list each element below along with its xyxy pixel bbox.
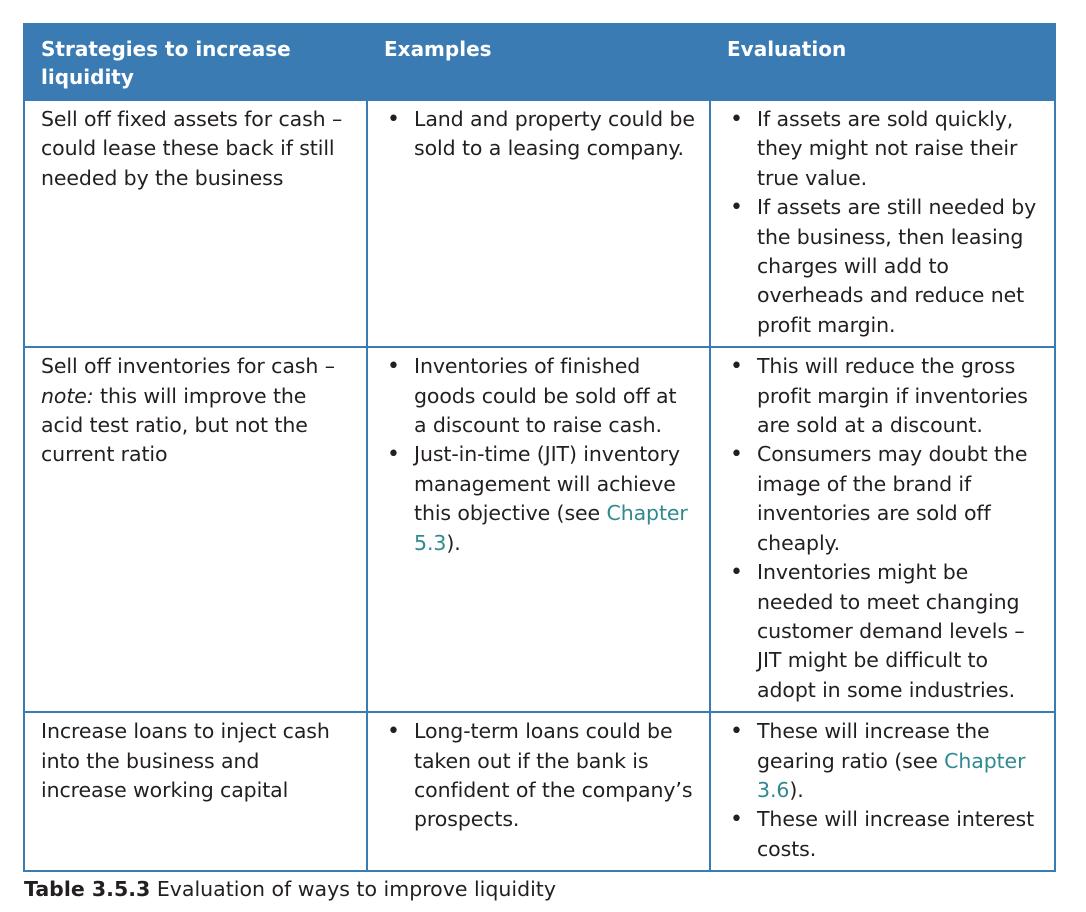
caption-text: Evaluation of ways to improve liquidity	[150, 877, 556, 901]
strategy-note: note:	[41, 383, 94, 408]
gearing-text: These will increase the gearing ratio (see	[757, 719, 990, 773]
table-header-row	[24, 24, 1055, 100]
evaluation-list	[727, 105, 1040, 340]
jit-text-end: ).	[446, 530, 461, 555]
chapter-5-3-link[interactable]: Chapter 5.3	[414, 501, 688, 555]
strategy-text: Sell off inventories for cash –	[41, 354, 335, 379]
table-row	[24, 347, 1055, 712]
list-item: • Inventories of finished goods could be sold off at a discount to raise cash.	[384, 352, 695, 440]
strategy-cell	[24, 100, 367, 347]
list-item: • If assets are sold quickly, they might not raise their true value.	[727, 105, 1040, 193]
chapter-3-6-link[interactable]: Chapter 3.6	[757, 748, 1026, 802]
list-item: • Inventories might be needed to meet changing customer demand levels – JIT might be difficult to adopt in some industries.	[727, 558, 1040, 705]
strategy-text: Sell off fixed assets for cash – could lease these back if still needed by the business	[41, 107, 343, 190]
header-strategies: Strategies to increase liquidity	[24, 24, 367, 100]
caption-label: Table 3.5.3	[24, 877, 151, 901]
strategy-cell	[24, 712, 367, 871]
table-row	[24, 100, 1055, 347]
table-caption	[24, 874, 556, 904]
strategy-text: Increase loans to inject cash into the business and increase working capital	[41, 719, 330, 802]
header-evaluation: Evaluation	[710, 24, 1055, 100]
examples-cell	[367, 712, 710, 871]
header-examples: Examples	[367, 24, 710, 100]
evaluation-cell	[710, 347, 1055, 712]
strategy-cell	[24, 347, 367, 712]
evaluation-cell	[710, 712, 1055, 871]
evaluation-list	[727, 352, 1040, 705]
examples-list	[384, 105, 695, 164]
examples-cell	[367, 100, 710, 347]
table-row	[24, 712, 1055, 871]
evaluation-cell	[710, 100, 1055, 347]
list-item	[727, 717, 1040, 805]
evaluation-list	[727, 717, 1040, 864]
list-item: • Consumers may doubt the image of the brand if inventories are sold off cheaply.	[727, 440, 1040, 558]
gearing-text-end: ).	[789, 777, 804, 802]
list-item	[384, 440, 695, 558]
examples-list	[384, 717, 695, 835]
list-item: • Land and property could be sold to a leasing company.	[384, 105, 695, 164]
strategy-text-cont: this will improve the acid test ratio, but not the current ratio	[41, 383, 308, 467]
list-item: • Long-term loans could be taken out if the bank is confident of the company’s prospects.	[384, 717, 695, 835]
list-item: • This will reduce the gross profit margin if inventories are sold at a discount.	[727, 352, 1040, 440]
examples-cell	[367, 347, 710, 712]
examples-list	[384, 352, 695, 558]
liquidity-strategies-table	[23, 23, 1056, 872]
list-item: • These will increase interest costs.	[727, 805, 1040, 864]
jit-text: Just-in-time (JIT) inventory management will achieve this objective (see	[414, 442, 680, 526]
list-item: • If assets are still needed by the business, then leasing charges will add to overheads and reduce net profit margin.	[727, 193, 1040, 340]
